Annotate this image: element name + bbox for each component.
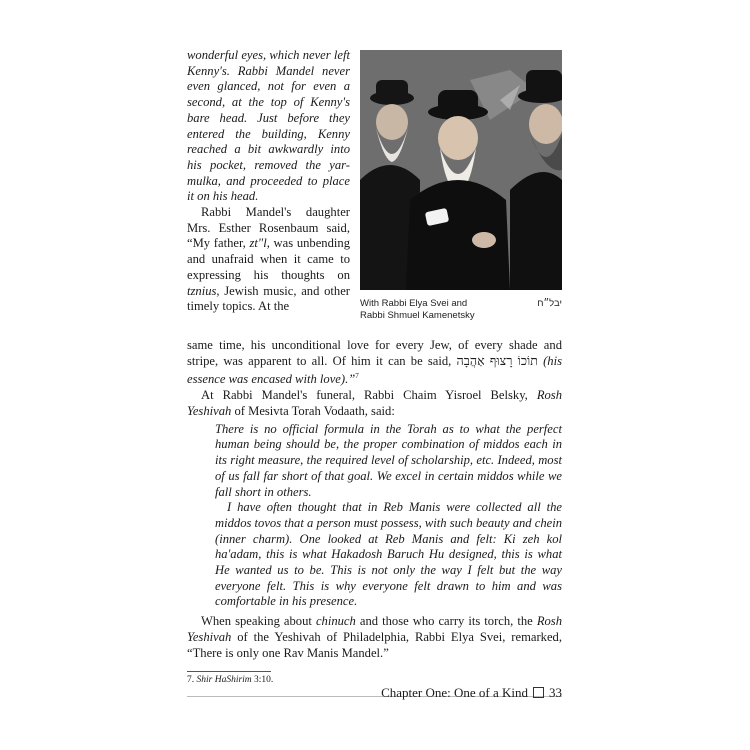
rabbis-photo [360,50,562,290]
caption-line-1: With Rabbi Elya Svei and [360,298,468,309]
quote-continuation: wonderful eyes, which never left Kenny's. Rabbi Mandel never even glanced, not for even a second, at the top of Kenny's bare head. Just before they entered the building, Kenny reached a bit awkwardly into his pocket, removed the yar-mulka, and proceeded to place it on his head. [187,48,350,204]
quote-paragraph-1: There is no official formula in the Torah as to what the perfect human being should be, the proper combination of middos each in its right measure, the required level of scholarship, etc. Indeed, most of us fall far short of that goal. We excel in certain middos while we fall short in others. [215,421,562,499]
photo-figure [360,50,562,322]
paragraph-continuation: same time, his unconditional love for every Jew, of every shade and stripe, was apparent to all. Of him it can be said, תוֹכוֹ רָצוּף אַהֲבָה (his essence was encased with love).”$^7$ [187,338,562,387]
block-quote [215,422,562,610]
photo-illustration [360,50,562,290]
running-footer [381,685,562,701]
footnote: 7. Shir HaShirim 3:10. [187,675,274,686]
caption-hebrew: יבל״ח [537,298,562,309]
paragraph-funeral: At Rabbi Mandel's funeral, Rabbi Chaim Yisroel Belsky, Rosh Yeshivah of Mesivta Torah Vodaath, said: [187,388,562,418]
footnote-marker: 7 [355,372,359,381]
top-section [187,48,562,338]
paragraph-rosenbaum: Rabbi Mandel's daughter Mrs. Esther Rosenbaum said, “My father, zt"l, was unbending and unafraid when it came to expressing his thoughts on tznius, Jewish music, and other timely topics. At the [187,205,350,314]
footnote-rule [187,671,271,672]
page-number: 33 [549,685,562,700]
quote-paragraph-2: I have often thought that in Reb Manis were collected all the middos tovos that a person must possess, with such beauty and chein (inner charm). One looked at Reb Manis and felt: Ki zeh kol ha'adam, this is what Hakadosh Baruch Hu designed, this is what He wanted us to be. This is not only the way I felt but the way everyone felt. This is why everyone felt drawn to him and was comfortable in his presence. [215,500,563,609]
chapter-title: Chapter One: One of a Kind [381,685,528,700]
caption-line-2: Rabbi Shmuel Kamenetsky [360,310,475,321]
square-ornament-icon [533,687,544,698]
photo-caption [360,298,562,322]
book-page [187,48,563,700]
text-column [187,48,350,315]
main-text [187,338,562,661]
hebrew-phrase: תוֹכוֹ רָצוּף אַהֲבָה [456,353,538,368]
paragraph-chinuch: When speaking about chinuch and those who carry its torch, the Rosh Yeshivah of the Yeshivah of Philadelphia, Rabbi Elya Svei, remarked, “There is only one Rav Manis Mandel.” [187,614,562,660]
